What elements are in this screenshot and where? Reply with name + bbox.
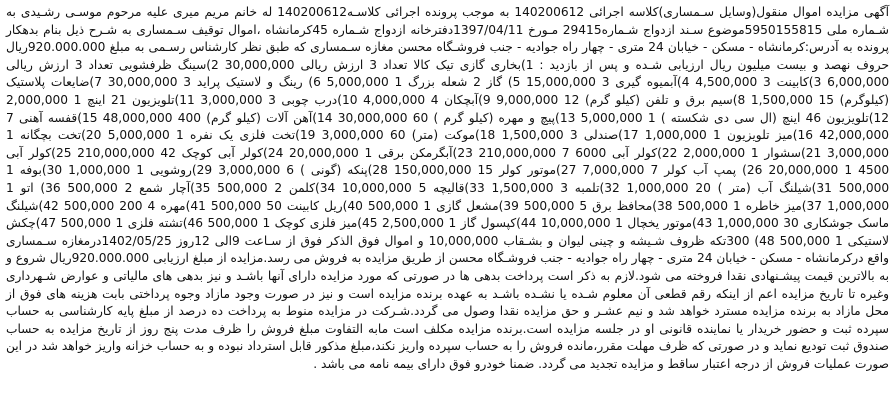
auction-notice-text: آگهی مزایده اموال منقول(وسایل سـمساری)کلاسه اجرائی 140200612 به موجب پرونده اجرائی کلاسـه140200612 له خانم مریم میری علیه مرحوم موسـی رشـیدی به شـماره ملی 5950155815موضوع سـند ازدواج شـماره29415 مـورخ 1397/04/11دفترخانه ازدواج شـماره 45کرمانشاه ،اموال توقیف سـمساری به شـرح ذیل بنام بدهکار پرونده به آدرس:کرمانشاه - مسکن - خیابان 24 متری - چهار راه جوادیه - جنب فروشـگاه محسن مغازه سـمساری که طبق نظر کارشناس رسـمی به مبلغ 920.000.000ریال حروف نهصد و بیست میلیون ریال ارزیابی شـده و پس از بازدید : 1)بخاری گازی تیک کالا تعداد 3 ارزش ریالی 30,000,000 2)سینگ ظرفشویی تعداد 3 ارزش ریالی 6,000,000 3)کابینت 3 4,500,000 4)آبمیوه گیری 3 15,000,000 5) گاز 2 شعله بزرگ 1 5,000,000 6) رینگ و لاستیک پراید 3 30,000,000 7)ضایعات پلاستیک (کیلوگرم) 15 1,500,000 8)سیم برق و تلفن (کیلو گرم) 12 9,000,000 9)آبچکان 4 4,000,000 10)درب چوبی 3 3,000,000 11)تلویزیون 21 اینچ 1 2,000,000 12)تلویزیون 46 اینچ (ال سی دی شکسته ) 1 5,000,000 13)پیچ و مهره (کیلو گرم ) 60 30,000,000 14)آهن آلات (کیلو گرم) 400 48,000,000 15)قفسه آهنی 7 42,000,000 16)میز تلویزیون 1 1,000,000 17)صندلی 3 1,500,000 18)موکت (متر) 60 3,000,000 19)تخت فلزی یک نفره 1 5,000,000 20)تخت بچگانه 1 3,000,000 21)سشوار 1 2,000,000 22)کولر آبی 6000 7 210,000,000 23)آبگرمکن برقی 1 20,000,000 24)کولر آبی کوچک 42 210,000,000 25)کولر آبی 4500 1 20,000,000 26) پمپ آب کولر 7 7,000,000 27)موتور کولر 15 150,000,000 28)پنکه (گونی ) 6 3,000,000 29)روشویی 1 1,000,000 30)بوفه 1 500,000 31)شیلنگ آب (متر ) 20 1,000,000 32)تلمبه 3 1,500,000 33)قالیچه 5 10,000,000 34)کلمن 2 500,000 35)آچار شمع 2 500,000 36) اتو 1 1,000,000 37)میز خاطره 1 500,000 38)محافظ برق 5 500,000 39)مشعل گازی 1 500,000 40)ریل کابینت 50 500,000 41)مهره 4 200 500,000 42)شیلنگ ماسک جوشکاری 30 1,000,000 43)موتور یخچال 1 10,000,000 44)کپسول گاز 1 2,500,000 45)میز فلزی کوچک 1 500,000 46)تشته فلزی 1 500,000 47)چکش لاستیکی 1 500,000 48) 300تکه ظروف شـیشه و چینی لیوان و بشـقاب 10,000,000 و اموال فوق الذکر فوق از سـاعت 9الی 12روز 1402/05/25درمغازه سـمساری واقع درکرمانشاه - مسکن - خیابان 24 متری - چهار راه جوادیه - جنب فروشـگاه محسن از طریق مزایده به فروش می رسد.مزایده از مبلغ ارزیابی 920.000.000ریال شروع و به بالاترین قیمت پیشـنهادی نقدا فروخته می شود.لازم به ذکر است پرداخت بدهی ها در صورتی که مورد مزایده دارای آنها باشـد و نیز بدهی های مالیاتی و عوارض شـهرداری وغیره تا تاریخ مزایده اعم از اینکه رقم قطعی آن معلوم شـده یا نشـده باشـد به عهده برنده مزایده است و نیز در صورت وجود مازاد وجوه پرداختی بابت هزینه های فوق از محل مازاد به برنده مزایده مسترد خواهد شد و نیم عشـر و حق مزایده نقدا وصول می گردد.شـرکت در مزایده منوط به پرداخت ده درصد از مبلغ پایه کارشناسی به حساب سپرده ثبت و حضور خریدار یا نماینده قانونی او در جلسه مزایده است.برنده مزایده مکلف است مابه التفاوت مبلغ فروش را ظرف مدت پنج روز از تاریخ مزایده به حساب صندوق ثبت تودیع نماید و در صورتی که ظرف مهلت مقرر،مانده فروش را به حساب سپرده واریز نکند،مبلغ مذکور قابل استرداد نبوده و به حساب خزانه واریز خواهد شد در این صورت عملیات فروش از درجه اعتبار ساقط و مزایده تجدید می گردد. ضمنا خودرو فوق دارای بیمه نامه می باشد .: [6, 5, 890, 371]
